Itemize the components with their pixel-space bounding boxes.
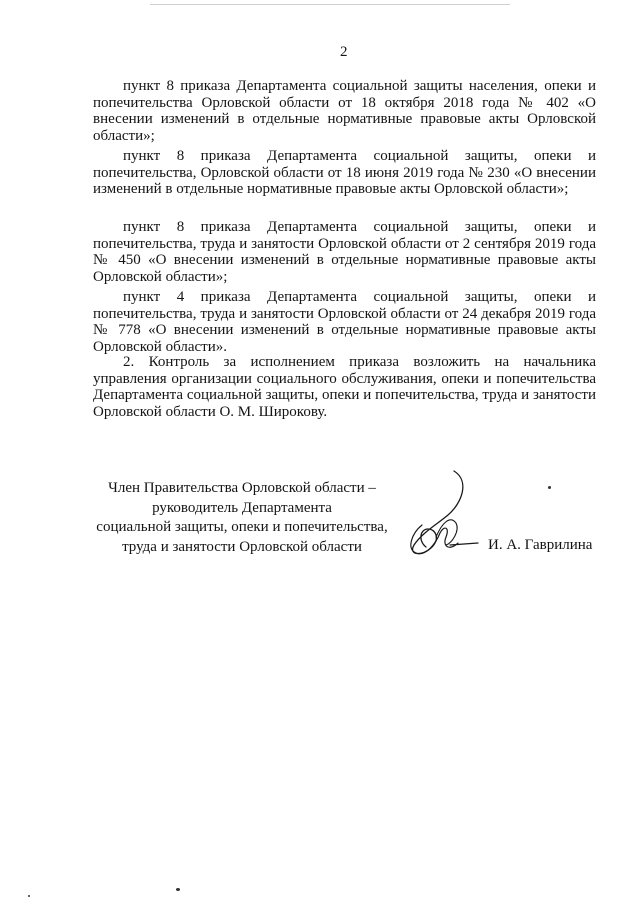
paragraph-item-3: пункт 8 приказа Департамента социальной защиты, опеки и попечительства, труда и занятости Орловской области от 2 сентября 2019 года № 450 «О внесении изменений в отдельные нормативные правовые акты Орловской области»;	[93, 219, 596, 285]
paragraph-control-clause: 2. Контроль за исполнением приказа возложить на начальника управления организации социального обслуживания, опеки и попечительства Департамента социальной защиты, опеки и попечительства, труда и занятости Орловской области О. М. Широкову.	[93, 354, 596, 420]
scan-speck	[548, 486, 551, 489]
handwritten-signature	[392, 463, 482, 563]
signatory-position	[82, 479, 402, 557]
signatory-position-line: социальной защиты, опеки и попечительства,	[96, 519, 388, 535]
paragraph-item-4: пункт 4 приказа Департамента социальной защиты, опеки и попечительства, труда и занятости Орловской области от 24 декабря 2019 года № 778 «О внесении изменений в отдельные нормативные правовые акты Орловской области».	[93, 289, 596, 355]
paragraph-item-1: пункт 8 приказа Департамента социальной защиты населения, опеки и попечительства Орловской области от 18 октября 2018 года № 402 «О внесении изменений в отдельные нормативные правовые акты Орловской области»;	[93, 78, 596, 144]
signatory-position-line: Член Правительства Орловской области –	[108, 480, 376, 496]
signatory-position-line: руководитель Департамента	[152, 499, 332, 516]
page-number: 2	[340, 44, 348, 60]
scan-speck	[176, 888, 180, 891]
scan-top-edge	[150, 4, 510, 5]
signatory-position-line: труда и занятости Орловской области	[122, 538, 362, 555]
paragraph-item-2: пункт 8 приказа Департамента социальной защиты, опеки и попечительства, Орловской области от 18 июня 2019 года № 230 «О внесении изменений в отдельные нормативные правовые акты Орловской области»;	[93, 148, 596, 197]
scan-speck	[28, 895, 30, 897]
signer-name: И. А. Гаврилина	[488, 537, 593, 553]
